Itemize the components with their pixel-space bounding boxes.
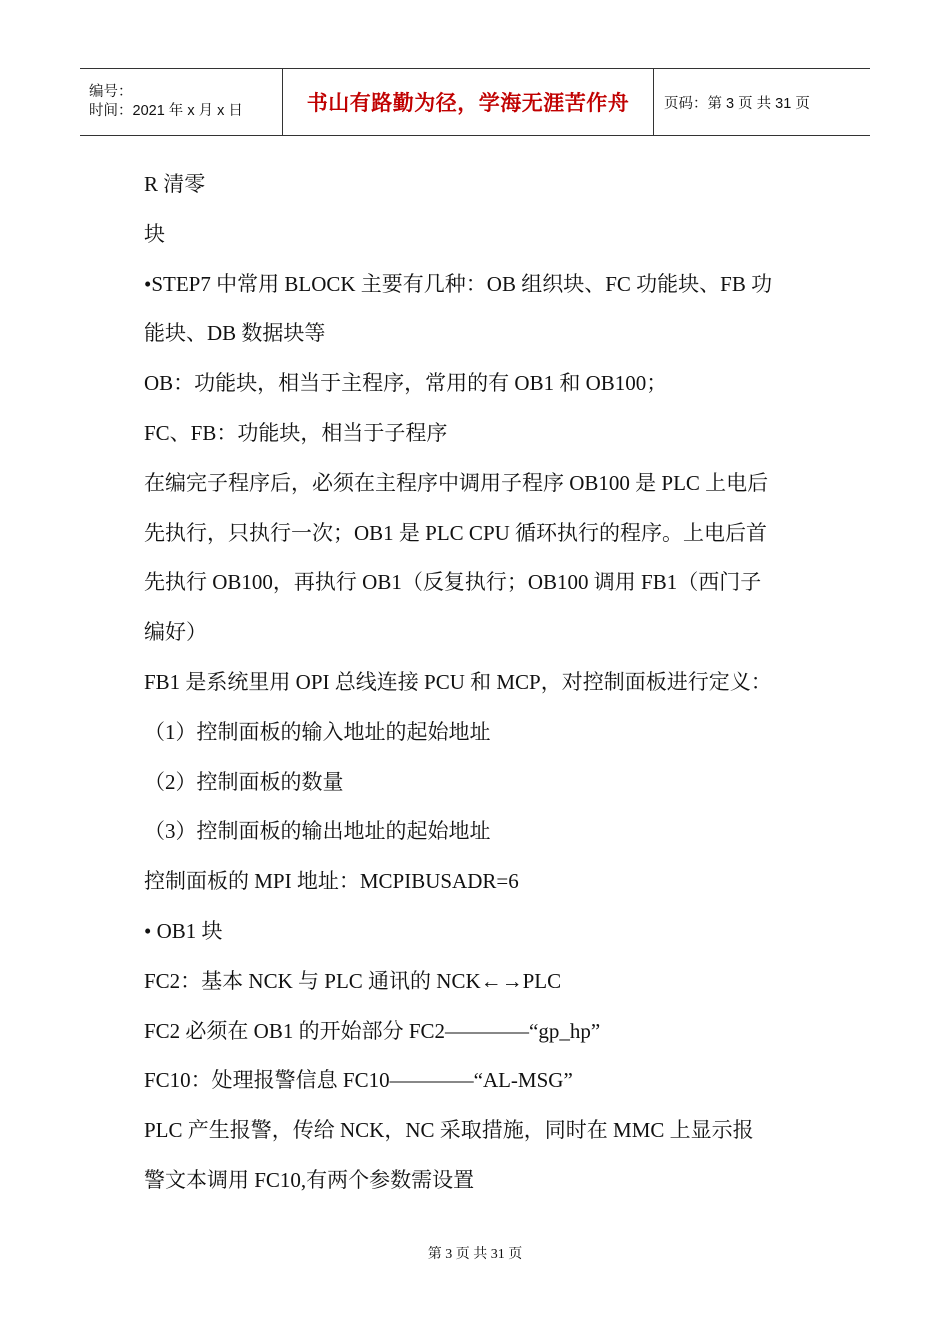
body-line: 警文本调用 FC10,有两个参数需设置	[144, 1167, 475, 1192]
document-date: 时间：2021 年 x 月 x 日	[89, 103, 243, 119]
body-line: 能块、DB 数据块等	[144, 321, 326, 346]
document-body	[144, 160, 824, 1206]
page-footer: 第 3 页 共 31 页	[427, 1247, 523, 1262]
page-header	[80, 68, 870, 136]
body-line: 控制面板的 MPI 地址：MCPIBUSADR=6	[144, 869, 519, 894]
document-number-label: 编号：	[89, 84, 133, 100]
body-line: FC2：基本 NCK 与 PLC 通讯的 NCK←→PLC	[144, 968, 562, 993]
body-line: 编好）	[144, 620, 207, 645]
body-line: PLC 产生报警，传给 NCK，NC 采取措施，同时在 MMC 上显示报	[144, 1118, 754, 1143]
header-page-info: 页码：第 3 页 共 31 页	[664, 95, 810, 112]
body-line: 先执行 OB100，再执行 OB1（反复执行；OB100 调用 FB1（西门子	[144, 570, 762, 595]
body-line: FC、FB：功能块，相当于子程序	[144, 420, 448, 445]
body-line: •STEP7 中常用 BLOCK 主要有几种：OB 组织块、FC 功能块、FB 功	[144, 271, 773, 296]
body-line: • OB1 块	[144, 918, 223, 943]
body-line: （3）控制面板的输出地址的起始地址	[144, 819, 491, 844]
body-line: 块	[144, 221, 165, 246]
body-line: FC10：处理报警信息 FC10————“AL-MSG”	[144, 1068, 573, 1093]
header-page-cell	[654, 69, 870, 135]
body-line: FB1 是系统里用 OPI 总线连接 PCU 和 MCP，对控制面板进行定义：	[144, 669, 772, 694]
body-line: （2）控制面板的数量	[144, 769, 344, 794]
body-line: 在编完子程序后，必须在主程序中调用子程序 OB100 是 PLC 上电后	[144, 470, 769, 495]
body-line: 先执行，只执行一次；OB1 是 PLC CPU 循环执行的程序。上电后首	[144, 520, 768, 545]
header-motto: 书山有路勤为径，学海无涯苦作舟	[306, 91, 630, 115]
header-meta	[80, 69, 282, 135]
body-line: FC2 必须在 OB1 的开始部分 FC2————“gp_hp”	[144, 1018, 601, 1043]
body-line: OB：功能块，相当于主程序，常用的有 OB1 和 OB100；	[144, 371, 668, 396]
header-motto-cell	[282, 69, 654, 135]
body-line: R 清零	[144, 172, 206, 196]
body-line: （1）控制面板的输入地址的起始地址	[144, 719, 491, 744]
